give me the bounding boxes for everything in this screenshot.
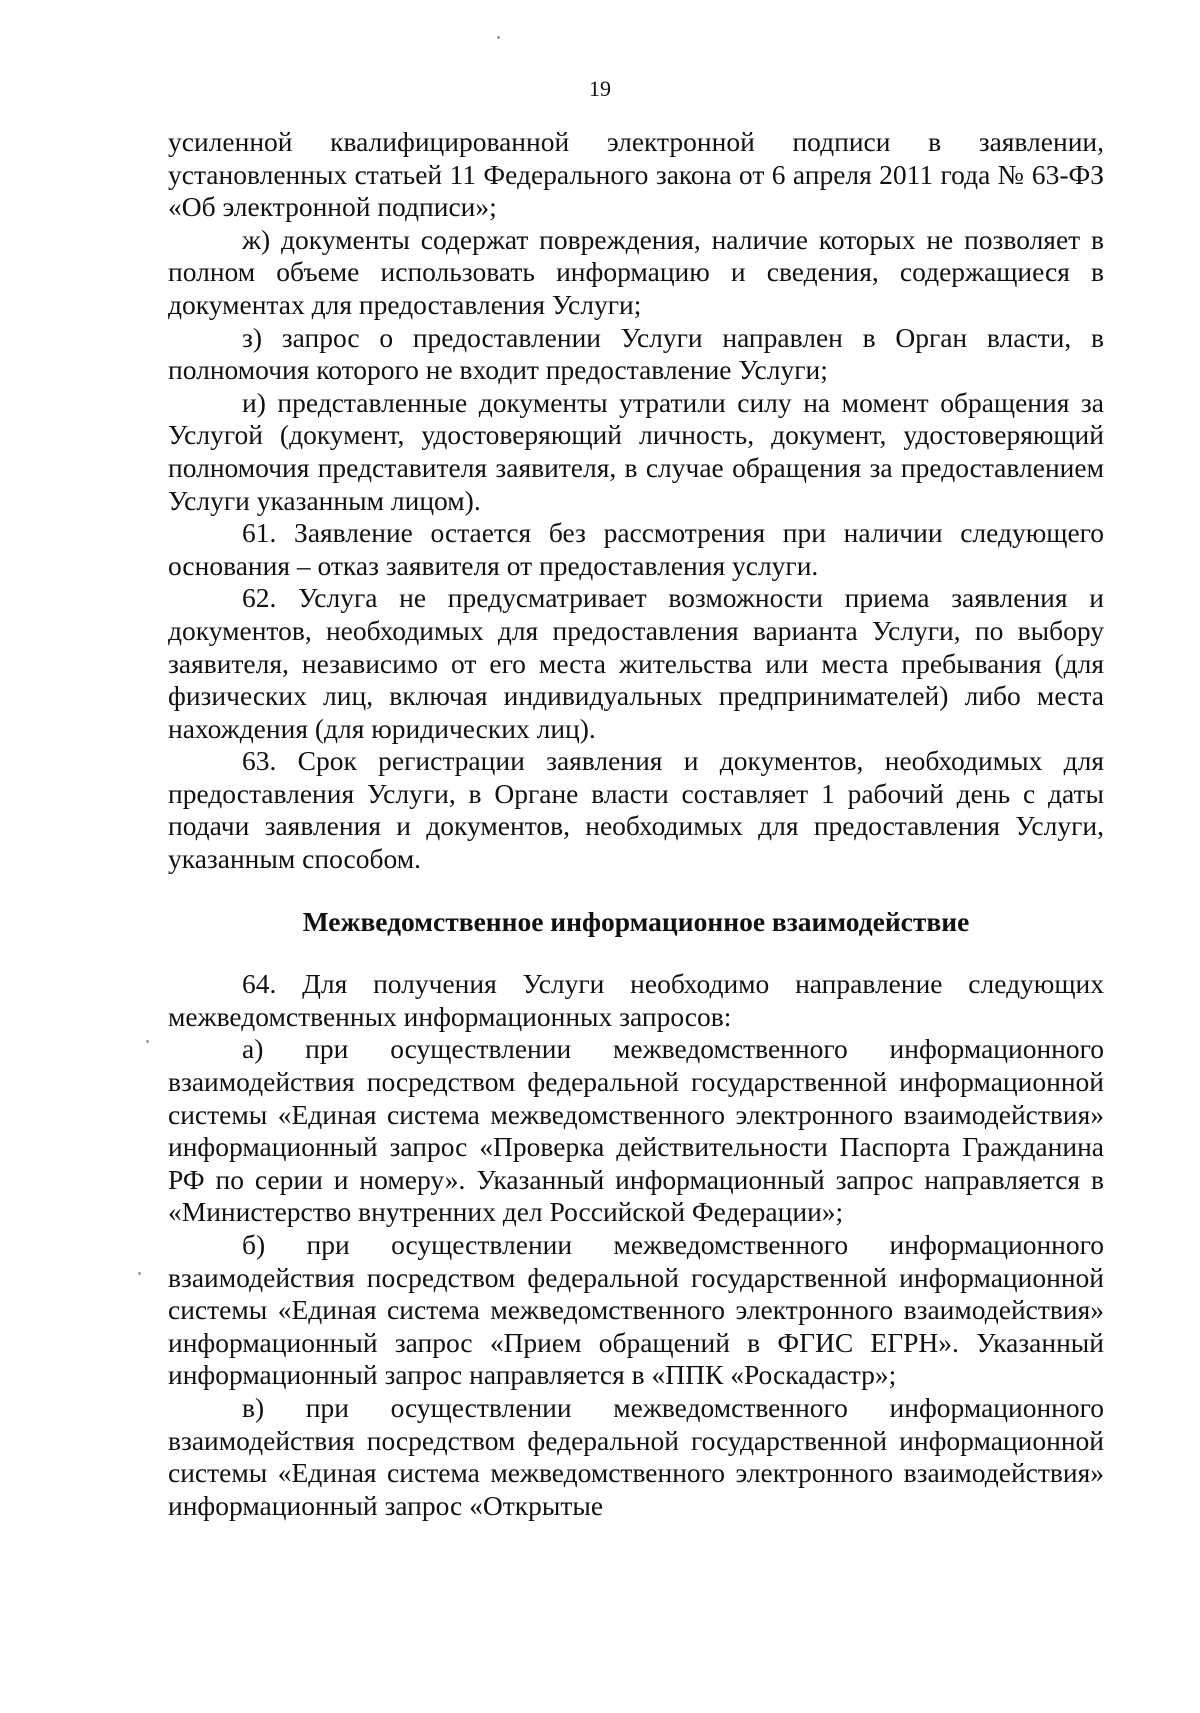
paragraph-item-b: б) при осуществлении межведомственного информационного взаимодействия посредством федеральной государственной информационной системы «Единая система межведомственного электронного взаимодействия» информационный запрос «Прием обращений в ФГИС ЕГРН». Указанный информационный запрос направляется в «ППК «Роскадастр»; xyxy=(168,1229,1104,1391)
paragraph-item-z: з) запрос о предоставлении Услуги направлен в Орган власти, в полномочия которого не входит предоставление Услуги; xyxy=(168,321,1104,386)
paragraph-63: 63. Срок регистрации заявления и документов, необходимых для предоставления Услуги, в Органе власти составляет 1 рабочий день с даты подачи заявления и документов, необходимых для предоставления Услуги, указанным способом. xyxy=(168,745,1104,875)
paragraph-64: 64. Для получения Услуги необходимо направление следующих межведомственных информационных запросов: xyxy=(168,968,1104,1032)
scan-speck xyxy=(497,36,500,39)
document-body xyxy=(168,126,1104,1522)
scan-speck xyxy=(138,1272,141,1275)
scan-speck xyxy=(146,1040,149,1043)
section-title: Межведомственное информационное взаимодействие xyxy=(302,905,970,937)
paragraph-61: 61. Заявление остается без рассмотрения при наличии следующего основания – отказ заявителя от предоставления услуги. xyxy=(168,517,1104,581)
paragraph-item-i: и) представленные документы утратили силу на момент обращения за Услугой (документ, удостоверяющий личность, документ, удостоверяющий полномочия представителя заявителя, в случае обращения за предоставлением Услуги указанным лицом). xyxy=(168,386,1104,516)
paragraph-62: 62. Услуга не предусматривает возможности приема заявления и документов, необходимых для предоставления варианта Услуги, по выбору заявителя, независимо от его места жительства или места пребывания (для физических лиц, включая индивидуальных предпринимателей) либо места нахождения (для юридических лиц). xyxy=(168,582,1104,744)
paragraph-item-a: а) при осуществлении межведомственного информационного взаимодействия посредством федеральной государственной информационной системы «Единая система межведомственного электронного взаимодействия» информационный запрос «Проверка действительности Паспорта Гражданина РФ по серии и номеру». Указанный информационный запрос направляется в «Министерство внутренних дел Российской Федерации»; xyxy=(168,1033,1104,1228)
paragraph-continuation: усиленной квалифицированной электронной подписи в заявлении, установленных статьей 11 Федерального закона от 6 апреля 2011 года № 63-ФЗ «Об электронной подписи»; xyxy=(168,126,1104,223)
paragraph-item-v: в) при осуществлении межведомственного информационного взаимодействия посредством федеральной государственной информационной системы «Единая система межведомственного электронного взаимодействия» информационный запрос «Открытые xyxy=(168,1391,1104,1521)
page-number: 19 xyxy=(589,76,611,101)
paragraph-item-zh: ж) документы содержат повреждения, наличие которых не позволяет в полном объеме использовать информацию и сведения, содержащиеся в документах для предоставления Услуги; xyxy=(168,223,1104,320)
